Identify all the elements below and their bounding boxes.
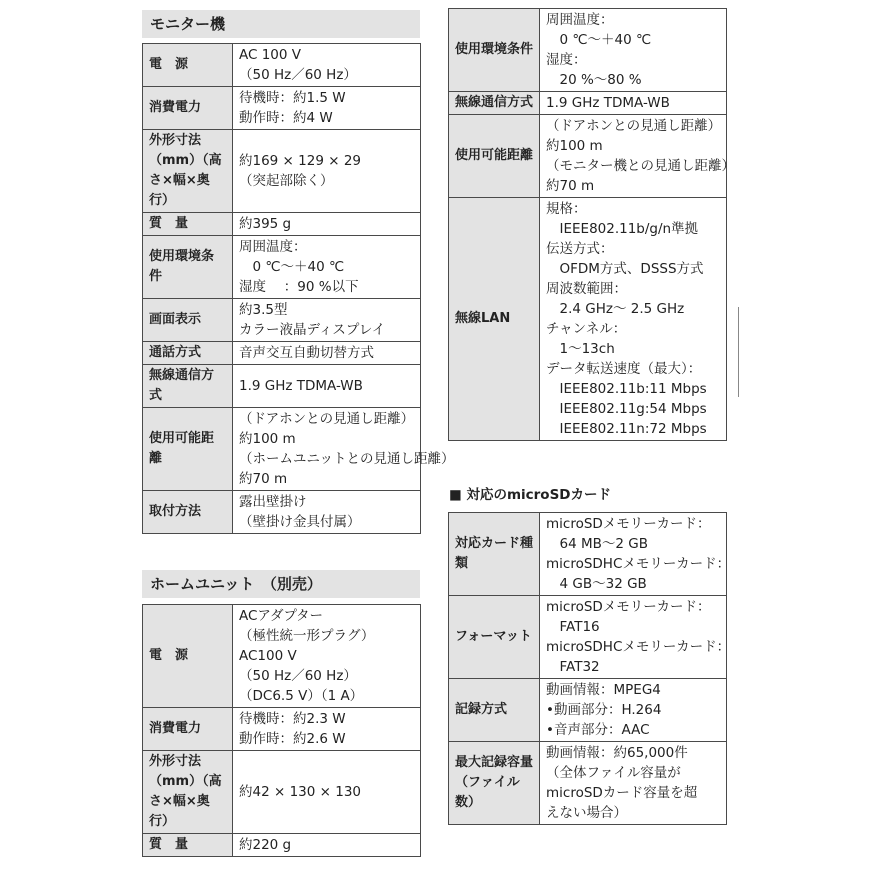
spec-value-line: 規格： bbox=[546, 201, 587, 217]
spec-row bbox=[143, 708, 421, 751]
spec-label: 質 量 bbox=[143, 213, 233, 236]
spec-value-line: （50 Hz／60 Hz） bbox=[239, 668, 357, 684]
spec-label: 消費電力 bbox=[143, 87, 233, 130]
spec-value bbox=[233, 87, 421, 130]
spec-value bbox=[540, 115, 735, 198]
spec-value bbox=[233, 834, 421, 857]
spec-value-line: 動画情報：MPEG4 bbox=[546, 682, 661, 698]
spec-row bbox=[449, 198, 727, 441]
spec-value bbox=[233, 605, 421, 708]
spec-label: 質 量 bbox=[143, 834, 233, 857]
spec-value-line: 4 GB～32 GB bbox=[546, 576, 647, 592]
section-title-microsd: ■ 対応のmicroSDカード bbox=[449, 487, 612, 503]
spec-value-line: （DC6.5 V）（1 A） bbox=[239, 688, 364, 704]
spec-label: 電 源 bbox=[143, 605, 233, 708]
monitor-spec-continued-table bbox=[448, 8, 735, 441]
spec-value-line: 約395 g bbox=[239, 216, 292, 232]
spec-value-line: OFDM方式、DSSS方式 bbox=[546, 261, 704, 277]
spec-value bbox=[540, 9, 727, 92]
spec-value-line: IEEE802.11b/g/n準拠 bbox=[546, 221, 699, 237]
spec-value-line: 音声交互自動切替方式 bbox=[239, 345, 374, 361]
section-title-home-unit: ホームユニット （別売） bbox=[142, 570, 420, 598]
spec-label: 消費電力 bbox=[143, 708, 233, 751]
spec-row bbox=[449, 92, 727, 115]
spec-value-line: 動作時：約2.6 W bbox=[239, 731, 346, 747]
spec-label: 記録方式 bbox=[449, 679, 540, 742]
spec-value bbox=[233, 365, 421, 408]
spec-row bbox=[143, 491, 421, 534]
spec-value-line: 約70 m bbox=[239, 471, 288, 487]
spec-value-line: •動画部分：H.264 bbox=[546, 702, 662, 718]
spec-value-line: 伝送方式： bbox=[546, 241, 614, 257]
spec-row bbox=[449, 596, 727, 679]
spec-value bbox=[540, 92, 727, 115]
spec-label: 対応カード種類 bbox=[449, 513, 540, 596]
spec-row bbox=[143, 213, 421, 236]
spec-label: 無線通信方式 bbox=[449, 92, 540, 115]
spec-row bbox=[143, 605, 421, 708]
spec-value-line: （50 Hz／60 Hz） bbox=[239, 67, 357, 83]
spec-value-line: 約100 m bbox=[546, 138, 603, 154]
spec-value-line: 待機時：約1.5 W bbox=[239, 90, 346, 106]
spec-value-line: 湿度： bbox=[546, 52, 587, 68]
spec-value bbox=[540, 679, 727, 742]
spec-label: 最大記録容量（ファイル数） bbox=[449, 742, 540, 825]
monitor-spec-table bbox=[142, 43, 455, 534]
spec-value bbox=[540, 596, 731, 679]
spec-value bbox=[233, 708, 421, 751]
spec-value-line: 約100 m bbox=[239, 431, 296, 447]
spec-value-line: IEEE802.11n:72 Mbps bbox=[546, 421, 707, 437]
spec-label: 使用可能距離 bbox=[449, 115, 540, 198]
spec-value-line: 約169 × 129 × 29 bbox=[239, 153, 362, 169]
spec-row bbox=[143, 834, 421, 857]
spec-value-line: （突起部除く） bbox=[239, 173, 334, 189]
spec-label: 取付方法 bbox=[143, 491, 233, 534]
spec-row bbox=[449, 513, 727, 596]
spec-value-line: カラー液晶ディスプレイ bbox=[239, 322, 386, 338]
spec-row bbox=[143, 130, 421, 213]
spec-row bbox=[449, 679, 727, 742]
spec-value bbox=[540, 513, 731, 596]
spec-row bbox=[143, 342, 421, 365]
spec-value bbox=[233, 130, 421, 213]
spec-value-line: （極性統一形プラグ） bbox=[239, 628, 375, 644]
spec-value-line: チャンネル： bbox=[546, 321, 627, 337]
spec-label: 電 源 bbox=[143, 44, 233, 87]
spec-value bbox=[233, 751, 421, 834]
spec-value-line: •音声部分：AAC bbox=[546, 722, 650, 738]
spec-value-line: 動作時：約4 W bbox=[239, 110, 333, 126]
spec-value-line: えない場合） bbox=[546, 805, 627, 821]
spec-value-line: （モニター機との見通し距離） bbox=[546, 158, 735, 174]
spec-value-line: 1～13ch bbox=[546, 341, 615, 357]
home-unit-spec-table bbox=[142, 604, 421, 857]
spec-value-line: 露出壁掛け bbox=[239, 494, 307, 510]
spec-value-line: 約3.5型 bbox=[239, 302, 288, 318]
spec-value-line: microSDメモリーカード： bbox=[546, 516, 711, 532]
spec-row bbox=[143, 408, 421, 491]
spec-value-line: 約70 m bbox=[546, 178, 595, 194]
spec-value-line: 2.4 GHz～ 2.5 GHz bbox=[546, 301, 685, 317]
spec-label: 画面表示 bbox=[143, 299, 233, 342]
microsd-spec-table bbox=[448, 512, 731, 825]
spec-value-line: （ドアホンとの見通し距離） bbox=[239, 411, 415, 427]
spec-value bbox=[233, 213, 421, 236]
spec-row bbox=[449, 115, 727, 198]
spec-row bbox=[143, 87, 421, 130]
spec-value-line: microSDカード容量を超 bbox=[546, 785, 698, 801]
spec-row bbox=[449, 742, 727, 825]
spec-label: フォーマット bbox=[449, 596, 540, 679]
spec-value bbox=[540, 742, 727, 825]
spec-value-line: 1.9 GHz TDMA-WB bbox=[239, 378, 363, 394]
spec-value-line: （全体ファイル容量が bbox=[546, 765, 681, 781]
spec-value-line: 0 ℃～＋40 ℃ bbox=[239, 259, 345, 275]
spec-row bbox=[143, 236, 421, 299]
spec-label: 外形寸法（mm）（高さ×幅×奥行） bbox=[143, 751, 233, 834]
spec-value-line: AC 100 V bbox=[239, 47, 302, 63]
spec-value bbox=[233, 236, 421, 299]
spec-label: 使用可能距離 bbox=[143, 408, 233, 491]
spec-value-line: 0 ℃～＋40 ℃ bbox=[546, 32, 652, 48]
spec-value-line: 20 %～80 % bbox=[546, 72, 642, 88]
spec-row bbox=[449, 9, 727, 92]
spec-row bbox=[143, 365, 421, 408]
spec-value-line: FAT32 bbox=[546, 659, 600, 675]
spec-value-line: AC100 V bbox=[239, 648, 297, 664]
spec-row bbox=[143, 44, 421, 87]
spec-row bbox=[143, 299, 421, 342]
spec-value-line: IEEE802.11b:11 Mbps bbox=[546, 381, 707, 397]
spec-value-line: 64 MB～2 GB bbox=[546, 536, 648, 552]
spec-row bbox=[143, 751, 421, 834]
spec-value bbox=[233, 342, 421, 365]
spec-value bbox=[233, 44, 421, 87]
spec-value bbox=[233, 491, 421, 534]
section-title-monitor: モニター機 bbox=[142, 10, 420, 38]
spec-value-line: 湿度 ：90 %以下 bbox=[239, 279, 359, 295]
spec-value-line: （ドアホンとの見通し距離） bbox=[546, 118, 722, 134]
spec-value-line: （ホームユニットとの見通し距離） bbox=[239, 451, 455, 467]
page-divider-line bbox=[738, 307, 739, 397]
spec-value-line: microSDメモリーカード： bbox=[546, 599, 711, 615]
spec-value-line: 動画情報：約65,000件 bbox=[546, 745, 688, 761]
spec-value-line: データ転送速度（最大）： bbox=[546, 361, 702, 377]
spec-value-line: 周囲温度： bbox=[546, 12, 614, 28]
spec-label: 使用環境条件 bbox=[449, 9, 540, 92]
spec-value-line: 待機時：約2.3 W bbox=[239, 711, 346, 727]
spec-value-line: microSDHCメモリーカード： bbox=[546, 639, 731, 655]
spec-label: 無線通信方式 bbox=[143, 365, 233, 408]
spec-value bbox=[233, 299, 421, 342]
spec-label: 外形寸法（mm）（高さ×幅×奥行） bbox=[143, 130, 233, 213]
spec-value-line: 約220 g bbox=[239, 837, 292, 853]
spec-value bbox=[540, 198, 727, 441]
spec-value-line: IEEE802.11g:54 Mbps bbox=[546, 401, 707, 417]
spec-label: 通話方式 bbox=[143, 342, 233, 365]
spec-value-line: （壁掛け金具付属） bbox=[239, 514, 361, 530]
spec-value-line: FAT16 bbox=[546, 619, 600, 635]
spec-value-line: 周囲温度： bbox=[239, 239, 307, 255]
spec-label: 使用環境条件 bbox=[143, 236, 233, 299]
spec-value bbox=[233, 408, 455, 491]
spec-value-line: 約42 × 130 × 130 bbox=[239, 784, 362, 800]
spec-value-line: 周波数範囲： bbox=[546, 281, 627, 297]
spec-value-line: 1.9 GHz TDMA-WB bbox=[546, 95, 670, 111]
spec-value-line: microSDHCメモリーカード： bbox=[546, 556, 731, 572]
spec-label: 無線LAN bbox=[449, 198, 540, 441]
spec-value-line: ACアダプター bbox=[239, 608, 324, 624]
